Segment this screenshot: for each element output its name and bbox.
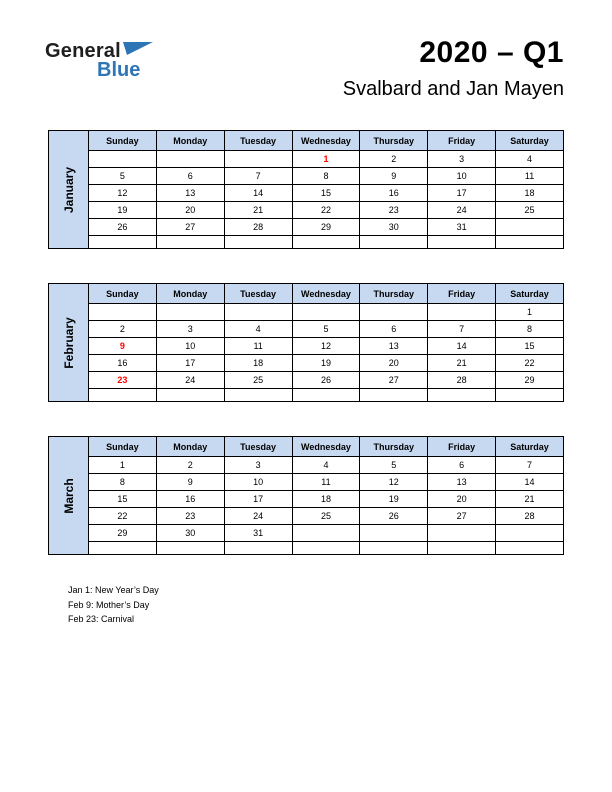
day-cell: 24 [428,202,496,219]
weekday-header-monday: Monday [156,131,224,151]
day-cell: 8 [89,474,157,491]
month-label-text: January [61,166,76,213]
title-block [343,36,564,101]
month-label-text: March [61,477,76,514]
day-cell: 4 [292,457,360,474]
empty-day-cell [224,151,292,168]
logo-text-general: General [45,40,121,62]
day-cell: 26 [89,219,157,236]
week-row [49,185,564,202]
day-cell: 24 [224,508,292,525]
day-cell: 11 [224,338,292,355]
day-cell: 29 [292,219,360,236]
day-cell: 3 [428,151,496,168]
day-cell: 15 [292,185,360,202]
day-cell: 12 [360,474,428,491]
empty-day-cell [224,236,292,249]
week-row [49,202,564,219]
week-row [49,474,564,491]
day-cell: 20 [156,202,224,219]
month-label-february [49,284,89,402]
day-cell: 13 [156,185,224,202]
week-row [49,372,564,389]
day-cell: 30 [156,525,224,542]
empty-day-cell [428,542,496,555]
page-title: 2020 – Q1 [419,36,564,69]
empty-day-cell [428,389,496,402]
empty-day-cell [89,151,157,168]
weekday-header-monday: Monday [156,284,224,304]
day-cell: 9 [156,474,224,491]
holiday-line-jan1: Jan 1: New Year’s Day [68,585,159,595]
empty-day-cell [496,542,564,555]
empty-day-cell [292,525,360,542]
day-cell: 29 [89,525,157,542]
holiday-day-cell: 23 [89,372,157,389]
day-cell: 6 [360,321,428,338]
weekday-header-monday: Monday [156,437,224,457]
empty-day-cell [428,304,496,321]
day-cell: 16 [360,185,428,202]
calendar-section [48,130,564,589]
day-cell: 21 [496,491,564,508]
day-cell: 19 [89,202,157,219]
day-cell: 26 [360,508,428,525]
day-cell: 25 [292,508,360,525]
day-cell: 28 [428,372,496,389]
week-row [49,304,564,321]
logo-text-blue: Blue [97,59,141,81]
weekday-header-friday: Friday [428,437,496,457]
day-cell: 9 [360,168,428,185]
day-cell: 27 [156,219,224,236]
day-cell: 4 [224,321,292,338]
holiday-day-cell: 1 [292,151,360,168]
weekday-header-wednesday: Wednesday [292,284,360,304]
empty-day-cell [496,236,564,249]
weekday-header-sunday: Sunday [89,437,157,457]
weekday-header-friday: Friday [428,131,496,151]
week-row [49,219,564,236]
week-row [49,321,564,338]
day-cell: 13 [360,338,428,355]
holiday-list [68,583,159,627]
weekday-header-sunday: Sunday [89,131,157,151]
empty-day-cell [428,236,496,249]
week-row [49,355,564,372]
day-cell: 24 [156,372,224,389]
weekday-header-tuesday: Tuesday [224,437,292,457]
day-cell: 8 [496,321,564,338]
day-cell: 7 [496,457,564,474]
empty-day-cell [224,542,292,555]
empty-day-cell [292,236,360,249]
empty-day-cell [292,389,360,402]
day-cell: 17 [428,185,496,202]
day-cell: 10 [224,474,292,491]
day-cell: 4 [496,151,564,168]
day-cell: 26 [292,372,360,389]
month-label-text: February [61,316,76,369]
day-cell: 7 [224,168,292,185]
day-cell: 10 [156,338,224,355]
weekday-header-saturday: Saturday [496,437,564,457]
weekday-header-tuesday: Tuesday [224,284,292,304]
day-cell: 12 [292,338,360,355]
week-row [49,491,564,508]
day-cell: 16 [156,491,224,508]
day-cell: 21 [224,202,292,219]
general-blue-logo [45,40,155,82]
day-cell: 22 [292,202,360,219]
month-table-january [48,130,564,249]
empty-day-cell [224,389,292,402]
day-cell: 28 [224,219,292,236]
weekday-header-sunday: Sunday [89,284,157,304]
weekday-header-friday: Friday [428,284,496,304]
page-subtitle: Svalbard and Jan Mayen [342,78,564,100]
day-cell: 18 [496,185,564,202]
weekday-header-wednesday: Wednesday [292,437,360,457]
week-row [49,168,564,185]
day-cell: 22 [496,355,564,372]
week-row [49,508,564,525]
empty-day-cell [156,151,224,168]
month-label-january [49,131,89,249]
day-cell: 5 [292,321,360,338]
day-cell: 14 [224,185,292,202]
empty-day-cell [360,542,428,555]
weekday-header-thursday: Thursday [360,437,428,457]
empty-day-cell [360,525,428,542]
month-table-february [48,283,564,402]
empty-day-cell [89,389,157,402]
week-row [49,457,564,474]
day-cell: 19 [360,491,428,508]
holiday-line-feb9: Feb 9: Mother’s Day [68,599,150,610]
day-cell: 17 [224,491,292,508]
day-cell: 27 [360,372,428,389]
month-label-march [49,437,89,555]
weekday-header-tuesday: Tuesday [224,131,292,151]
day-cell: 20 [428,491,496,508]
empty-day-cell [89,236,157,249]
day-cell: 15 [89,491,157,508]
empty-day-cell [496,389,564,402]
logo-swoosh-icon [123,41,153,61]
week-row [49,542,564,555]
day-cell: 17 [156,355,224,372]
day-cell: 19 [292,355,360,372]
empty-day-cell [496,525,564,542]
empty-day-cell [292,542,360,555]
week-row [49,236,564,249]
day-cell: 3 [156,321,224,338]
empty-day-cell [360,236,428,249]
day-cell: 27 [428,508,496,525]
empty-day-cell [360,304,428,321]
empty-day-cell [496,219,564,236]
month-table-march [48,436,564,555]
empty-day-cell [89,304,157,321]
day-cell: 2 [89,321,157,338]
day-cell: 7 [428,321,496,338]
week-row [49,389,564,402]
weekday-header-thursday: Thursday [360,284,428,304]
day-cell: 25 [496,202,564,219]
day-cell: 1 [89,457,157,474]
empty-day-cell [89,542,157,555]
weekday-header-saturday: Saturday [496,131,564,151]
day-cell: 31 [428,219,496,236]
day-cell: 22 [89,508,157,525]
day-cell: 8 [292,168,360,185]
day-cell: 25 [224,372,292,389]
day-cell: 23 [156,508,224,525]
week-row [49,525,564,542]
day-cell: 20 [360,355,428,372]
day-cell: 23 [360,202,428,219]
week-row [49,338,564,355]
empty-day-cell [156,304,224,321]
day-cell: 14 [428,338,496,355]
empty-day-cell [224,304,292,321]
empty-day-cell [360,389,428,402]
weekday-header-wednesday: Wednesday [292,131,360,151]
day-cell: 16 [89,355,157,372]
day-cell: 21 [428,355,496,372]
day-cell: 18 [292,491,360,508]
empty-day-cell [156,389,224,402]
day-cell: 14 [496,474,564,491]
empty-day-cell [292,304,360,321]
day-cell: 2 [360,151,428,168]
day-cell: 18 [224,355,292,372]
day-cell: 2 [156,457,224,474]
day-cell: 5 [89,168,157,185]
day-cell: 15 [496,338,564,355]
weekday-header-saturday: Saturday [496,284,564,304]
empty-day-cell [156,236,224,249]
day-cell: 11 [292,474,360,491]
day-cell: 1 [496,304,564,321]
day-cell: 28 [496,508,564,525]
day-cell: 5 [360,457,428,474]
day-cell: 3 [224,457,292,474]
day-cell: 11 [496,168,564,185]
weekday-header-thursday: Thursday [360,131,428,151]
day-cell: 6 [156,168,224,185]
day-cell: 29 [496,372,564,389]
empty-day-cell [428,525,496,542]
holiday-day-cell: 9 [89,338,157,355]
empty-day-cell [156,542,224,555]
day-cell: 30 [360,219,428,236]
day-cell: 6 [428,457,496,474]
holiday-line-feb23: Feb 23: Carnival [68,614,135,624]
day-cell: 12 [89,185,157,202]
day-cell: 10 [428,168,496,185]
week-row [49,151,564,168]
day-cell: 31 [224,525,292,542]
day-cell: 13 [428,474,496,491]
